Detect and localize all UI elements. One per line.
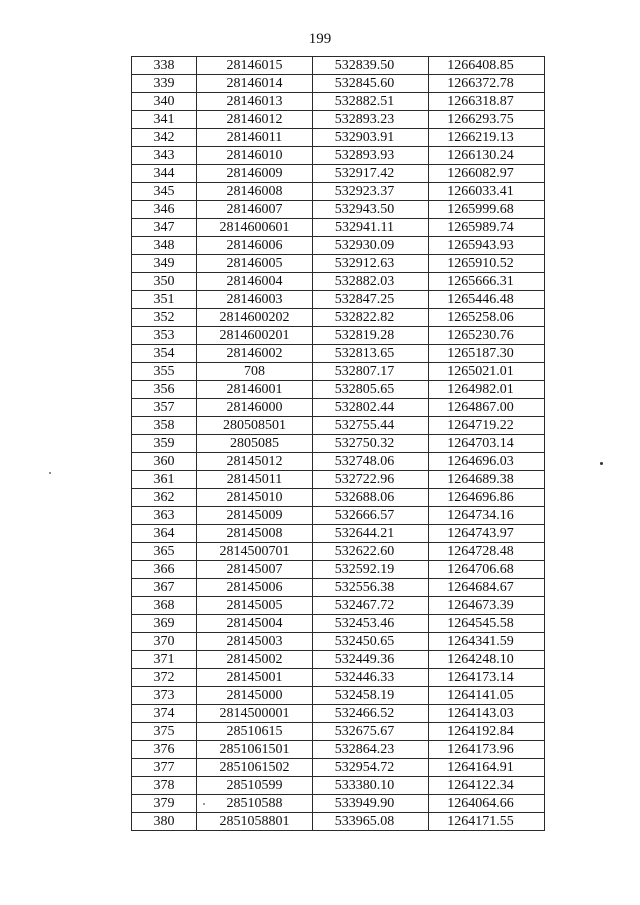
table-row (132, 615, 545, 633)
y-coordinate-cell: 1266372.78 (429, 75, 545, 93)
row-index-cell: 356 (132, 381, 197, 399)
y-coordinate-cell: 1264143.03 (429, 705, 545, 723)
y-coordinate-cell: 1264122.34 (429, 777, 545, 795)
row-index-cell: 343 (132, 147, 197, 165)
y-coordinate-cell: 1266130.24 (429, 147, 545, 165)
table-row (132, 345, 545, 363)
point-id-cell: 28146014 (197, 75, 313, 93)
row-index-cell: 342 (132, 129, 197, 147)
y-coordinate-cell: 1264706.68 (429, 561, 545, 579)
y-coordinate-cell: 1264696.03 (429, 453, 545, 471)
x-coordinate-cell: 532845.60 (313, 75, 429, 93)
row-index-cell: 377 (132, 759, 197, 777)
x-coordinate-cell: 532644.21 (313, 525, 429, 543)
x-coordinate-cell: 532882.51 (313, 93, 429, 111)
row-index-cell: 348 (132, 237, 197, 255)
table-row (132, 813, 545, 831)
x-coordinate-cell: 532882.03 (313, 273, 429, 291)
table-row (132, 381, 545, 399)
row-index-cell: 371 (132, 651, 197, 669)
point-id-cell: 28145001 (197, 669, 313, 687)
y-coordinate-cell: 1264982.01 (429, 381, 545, 399)
point-id-cell: 28146012 (197, 111, 313, 129)
x-coordinate-cell: 532467.72 (313, 597, 429, 615)
point-id-cell: 2814600201 (197, 327, 313, 345)
x-coordinate-cell: 532807.17 (313, 363, 429, 381)
row-index-cell: 355 (132, 363, 197, 381)
x-coordinate-cell: 532954.72 (313, 759, 429, 777)
point-id-cell: 28510588 (197, 795, 313, 813)
table-row (132, 291, 545, 309)
x-coordinate-cell: 532822.82 (313, 309, 429, 327)
row-index-cell: 345 (132, 183, 197, 201)
x-coordinate-cell: 532802.44 (313, 399, 429, 417)
table-row (132, 489, 545, 507)
table-row (132, 759, 545, 777)
x-coordinate-cell: 532839.50 (313, 57, 429, 75)
scan-speck (203, 803, 205, 805)
row-index-cell: 372 (132, 669, 197, 687)
point-id-cell: 28145005 (197, 597, 313, 615)
table-row (132, 75, 545, 93)
coordinates-table (131, 56, 545, 831)
table-row (132, 777, 545, 795)
row-index-cell: 340 (132, 93, 197, 111)
row-index-cell: 364 (132, 525, 197, 543)
table-row (132, 669, 545, 687)
y-coordinate-cell: 1265666.31 (429, 273, 545, 291)
y-coordinate-cell: 1265943.93 (429, 237, 545, 255)
point-id-cell: 28146002 (197, 345, 313, 363)
y-coordinate-cell: 1264703.14 (429, 435, 545, 453)
x-coordinate-cell: 532893.23 (313, 111, 429, 129)
point-id-cell: 2851061501 (197, 741, 313, 759)
row-index-cell: 367 (132, 579, 197, 597)
point-id-cell: 28145010 (197, 489, 313, 507)
point-id-cell: 28145003 (197, 633, 313, 651)
row-index-cell: 374 (132, 705, 197, 723)
table-row (132, 723, 545, 741)
y-coordinate-cell: 1264689.38 (429, 471, 545, 489)
row-index-cell: 361 (132, 471, 197, 489)
x-coordinate-cell: 532449.36 (313, 651, 429, 669)
y-coordinate-cell: 1265989.74 (429, 219, 545, 237)
y-coordinate-cell: 1266082.97 (429, 165, 545, 183)
y-coordinate-cell: 1265910.52 (429, 255, 545, 273)
row-index-cell: 373 (132, 687, 197, 705)
table-row (132, 417, 545, 435)
x-coordinate-cell: 532941.11 (313, 219, 429, 237)
point-id-cell: 708 (197, 363, 313, 381)
point-id-cell: 2805085 (197, 435, 313, 453)
point-id-cell: 28146011 (197, 129, 313, 147)
y-coordinate-cell: 1266033.41 (429, 183, 545, 201)
y-coordinate-cell: 1264728.48 (429, 543, 545, 561)
point-id-cell: 28146004 (197, 273, 313, 291)
x-coordinate-cell: 532893.93 (313, 147, 429, 165)
table-row (132, 399, 545, 417)
row-index-cell: 366 (132, 561, 197, 579)
point-id-cell: 28510615 (197, 723, 313, 741)
point-id-cell: 2814500001 (197, 705, 313, 723)
y-coordinate-cell: 1265230.76 (429, 327, 545, 345)
point-id-cell: 2814600202 (197, 309, 313, 327)
point-id-cell: 28145004 (197, 615, 313, 633)
x-coordinate-cell: 532813.65 (313, 345, 429, 363)
table-row (132, 651, 545, 669)
point-id-cell: 28146003 (197, 291, 313, 309)
row-index-cell: 357 (132, 399, 197, 417)
x-coordinate-cell: 532622.60 (313, 543, 429, 561)
y-coordinate-cell: 1266219.13 (429, 129, 545, 147)
y-coordinate-cell: 1264743.97 (429, 525, 545, 543)
point-id-cell: 28146008 (197, 183, 313, 201)
x-coordinate-cell: 532930.09 (313, 237, 429, 255)
table-row (132, 525, 545, 543)
table-row (132, 111, 545, 129)
y-coordinate-cell: 1264164.91 (429, 759, 545, 777)
y-coordinate-cell: 1266318.87 (429, 93, 545, 111)
x-coordinate-cell: 533380.10 (313, 777, 429, 795)
x-coordinate-cell: 532923.37 (313, 183, 429, 201)
point-id-cell: 28145002 (197, 651, 313, 669)
x-coordinate-cell: 532450.65 (313, 633, 429, 651)
row-index-cell: 347 (132, 219, 197, 237)
row-index-cell: 379 (132, 795, 197, 813)
row-index-cell: 363 (132, 507, 197, 525)
table-row (132, 363, 545, 381)
row-index-cell: 360 (132, 453, 197, 471)
table-row (132, 633, 545, 651)
x-coordinate-cell: 532805.65 (313, 381, 429, 399)
y-coordinate-cell: 1264734.16 (429, 507, 545, 525)
table-row (132, 507, 545, 525)
table-row (132, 579, 545, 597)
point-id-cell: 28146007 (197, 201, 313, 219)
y-coordinate-cell: 1265258.06 (429, 309, 545, 327)
y-coordinate-cell: 1264719.22 (429, 417, 545, 435)
row-index-cell: 369 (132, 615, 197, 633)
table-row (132, 93, 545, 111)
row-index-cell: 376 (132, 741, 197, 759)
x-coordinate-cell: 532592.19 (313, 561, 429, 579)
row-index-cell: 370 (132, 633, 197, 651)
point-id-cell: 2814500701 (197, 543, 313, 561)
table-row (132, 255, 545, 273)
x-coordinate-cell: 532748.06 (313, 453, 429, 471)
y-coordinate-cell: 1264684.67 (429, 579, 545, 597)
x-coordinate-cell: 532943.50 (313, 201, 429, 219)
table-row (132, 57, 545, 75)
row-index-cell: 350 (132, 273, 197, 291)
x-coordinate-cell: 533949.90 (313, 795, 429, 813)
table-row (132, 705, 545, 723)
table-row (132, 273, 545, 291)
table-row (132, 597, 545, 615)
y-coordinate-cell: 1264173.96 (429, 741, 545, 759)
table-row (132, 561, 545, 579)
row-index-cell: 346 (132, 201, 197, 219)
row-index-cell: 353 (132, 327, 197, 345)
table-row (132, 453, 545, 471)
row-index-cell: 339 (132, 75, 197, 93)
row-index-cell: 354 (132, 345, 197, 363)
y-coordinate-cell: 1266293.75 (429, 111, 545, 129)
row-index-cell: 344 (132, 165, 197, 183)
x-coordinate-cell: 532446.33 (313, 669, 429, 687)
y-coordinate-cell: 1264545.58 (429, 615, 545, 633)
table-row (132, 183, 545, 201)
y-coordinate-cell: 1265999.68 (429, 201, 545, 219)
point-id-cell: 280508501 (197, 417, 313, 435)
y-coordinate-cell: 1265021.01 (429, 363, 545, 381)
x-coordinate-cell: 532819.28 (313, 327, 429, 345)
y-coordinate-cell: 1264867.00 (429, 399, 545, 417)
x-coordinate-cell: 532864.23 (313, 741, 429, 759)
table-row (132, 795, 545, 813)
point-id-cell: 28145009 (197, 507, 313, 525)
point-id-cell: 28145007 (197, 561, 313, 579)
x-coordinate-cell: 532466.52 (313, 705, 429, 723)
x-coordinate-cell: 532917.42 (313, 165, 429, 183)
row-index-cell: 351 (132, 291, 197, 309)
table-row (132, 147, 545, 165)
point-id-cell: 2851061502 (197, 759, 313, 777)
point-id-cell: 28145011 (197, 471, 313, 489)
point-id-cell: 28145000 (197, 687, 313, 705)
y-coordinate-cell: 1265446.48 (429, 291, 545, 309)
y-coordinate-cell: 1264696.86 (429, 489, 545, 507)
table-row (132, 201, 545, 219)
x-coordinate-cell: 532675.67 (313, 723, 429, 741)
x-coordinate-cell: 532750.32 (313, 435, 429, 453)
x-coordinate-cell: 532722.96 (313, 471, 429, 489)
x-coordinate-cell: 532556.38 (313, 579, 429, 597)
table-row (132, 687, 545, 705)
row-index-cell: 378 (132, 777, 197, 795)
point-id-cell: 28146015 (197, 57, 313, 75)
row-index-cell: 359 (132, 435, 197, 453)
coordinates-table-container (131, 56, 545, 831)
y-coordinate-cell: 1264171.55 (429, 813, 545, 831)
y-coordinate-cell: 1264064.66 (429, 795, 545, 813)
point-id-cell: 28146005 (197, 255, 313, 273)
row-index-cell: 358 (132, 417, 197, 435)
point-id-cell: 28145012 (197, 453, 313, 471)
table-row (132, 543, 545, 561)
point-id-cell: 28146013 (197, 93, 313, 111)
point-id-cell: 2814600601 (197, 219, 313, 237)
row-index-cell: 362 (132, 489, 197, 507)
y-coordinate-cell: 1264192.84 (429, 723, 545, 741)
point-id-cell: 28145008 (197, 525, 313, 543)
row-index-cell: 380 (132, 813, 197, 831)
table-row (132, 237, 545, 255)
x-coordinate-cell: 532903.91 (313, 129, 429, 147)
point-id-cell: 2851058801 (197, 813, 313, 831)
y-coordinate-cell: 1264341.59 (429, 633, 545, 651)
scan-speck (49, 472, 51, 474)
y-coordinate-cell: 1264141.05 (429, 687, 545, 705)
point-id-cell: 28510599 (197, 777, 313, 795)
point-id-cell: 28145006 (197, 579, 313, 597)
table-row (132, 165, 545, 183)
x-coordinate-cell: 532458.19 (313, 687, 429, 705)
y-coordinate-cell: 1264173.14 (429, 669, 545, 687)
y-coordinate-cell: 1264673.39 (429, 597, 545, 615)
x-coordinate-cell: 532912.63 (313, 255, 429, 273)
y-coordinate-cell: 1266408.85 (429, 57, 545, 75)
x-coordinate-cell: 532453.46 (313, 615, 429, 633)
page-number: 199 (308, 31, 332, 47)
table-body (132, 57, 545, 831)
row-index-cell: 365 (132, 543, 197, 561)
x-coordinate-cell: 532688.06 (313, 489, 429, 507)
table-row (132, 435, 545, 453)
point-id-cell: 28146001 (197, 381, 313, 399)
x-coordinate-cell: 533965.08 (313, 813, 429, 831)
row-index-cell: 338 (132, 57, 197, 75)
y-coordinate-cell: 1264248.10 (429, 651, 545, 669)
point-id-cell: 28146006 (197, 237, 313, 255)
table-row (132, 471, 545, 489)
row-index-cell: 352 (132, 309, 197, 327)
point-id-cell: 28146009 (197, 165, 313, 183)
point-id-cell: 28146010 (197, 147, 313, 165)
row-index-cell: 375 (132, 723, 197, 741)
x-coordinate-cell: 532666.57 (313, 507, 429, 525)
point-id-cell: 28146000 (197, 399, 313, 417)
scan-speck (600, 462, 603, 465)
x-coordinate-cell: 532755.44 (313, 417, 429, 435)
y-coordinate-cell: 1265187.30 (429, 345, 545, 363)
x-coordinate-cell: 532847.25 (313, 291, 429, 309)
row-index-cell: 349 (132, 255, 197, 273)
table-row (132, 309, 545, 327)
table-row (132, 741, 545, 759)
row-index-cell: 341 (132, 111, 197, 129)
table-row (132, 219, 545, 237)
row-index-cell: 368 (132, 597, 197, 615)
table-row (132, 327, 545, 345)
table-row (132, 129, 545, 147)
